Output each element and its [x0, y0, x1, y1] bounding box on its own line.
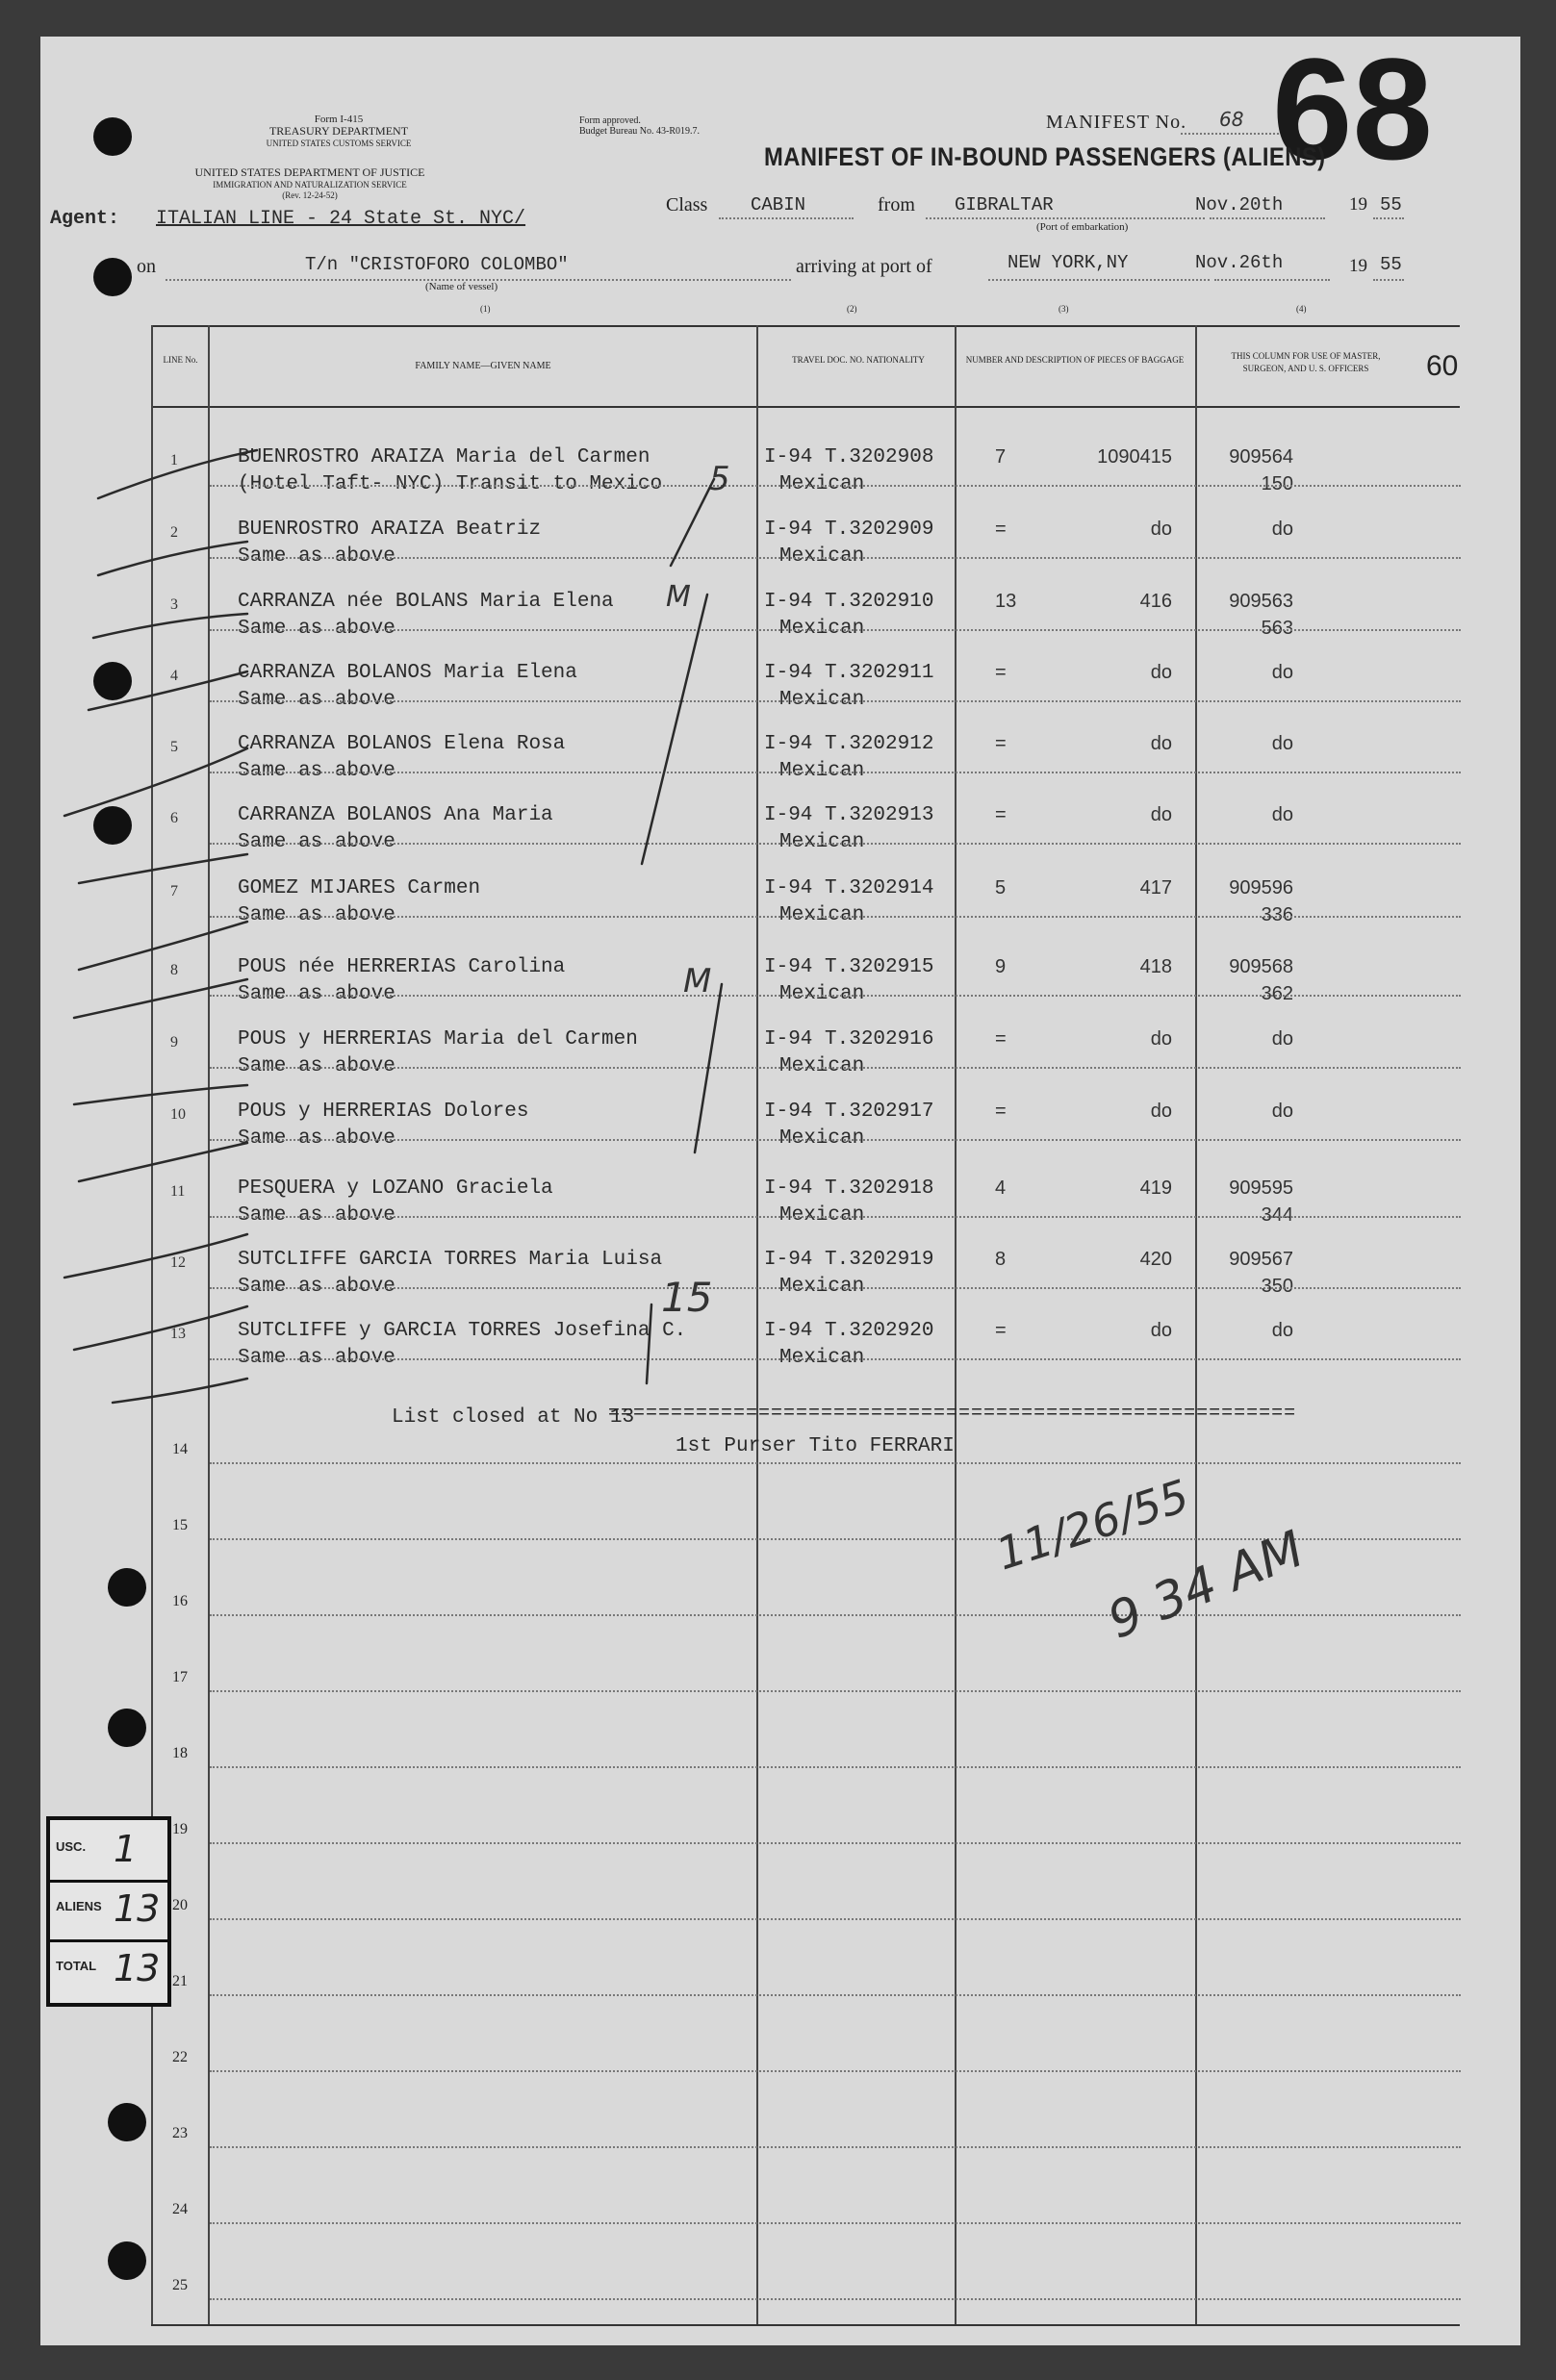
line-number: 5 — [170, 739, 178, 755]
class-label: Class — [666, 194, 708, 215]
col-number-2: (2) — [847, 304, 857, 314]
line-number: 22 — [172, 2049, 188, 2065]
from-label: from — [878, 194, 915, 215]
passenger-name: CARRANZA née BOLANS Maria Elena — [238, 591, 614, 613]
customs-service: UNITED STATES CUSTOMS SERVICE — [266, 139, 412, 148]
arriving-label: arriving at port of — [796, 256, 932, 277]
handwritten-date: 11/26/55 — [989, 1469, 1195, 1581]
nationality: Mexican — [779, 904, 865, 926]
passenger-note: Same as above — [238, 831, 395, 853]
arrival-year-prefix: 19 — [1349, 256, 1367, 276]
arrival-year: 55 — [1380, 254, 1402, 275]
baggage-pieces: 4 — [995, 1177, 1007, 1199]
passenger-name: CARRANZA BOLANOS Elena Rosa — [238, 733, 566, 755]
passenger-note: Same as above — [238, 1347, 395, 1369]
passenger-name: CARRANZA BOLANOS Ana Maria — [238, 804, 553, 826]
embark-year-prefix: 19 — [1349, 194, 1367, 215]
baggage-pieces: = — [995, 804, 1007, 825]
passenger-note: Same as above — [238, 1276, 395, 1298]
travel-doc-no: I-94 T.3202909 — [764, 519, 934, 541]
officer-number: do — [1271, 733, 1293, 754]
travel-doc-no: I-94 T.3202911 — [764, 662, 934, 684]
baggage-pieces: = — [995, 662, 1007, 683]
travel-doc-no: I-94 T.3202919 — [764, 1249, 934, 1271]
baggage-pieces: = — [995, 733, 1007, 754]
nationality: Mexican — [779, 1276, 865, 1298]
manifest-no-label: MANIFEST No. — [1046, 112, 1187, 133]
officer-number-2: 563 — [1261, 618, 1293, 639]
baggage-pieces: 13 — [995, 591, 1017, 612]
header-baggage: NUMBER AND DESCRIPTION OF PIECES OF BAGGAGE — [965, 355, 1185, 365]
baggage-pieces: 9 — [995, 956, 1007, 977]
stamp-usc-label: USC. — [56, 1839, 87, 1854]
passenger-name: POUS née HERRERIAS Carolina — [238, 956, 566, 978]
nationality: Mexican — [779, 618, 865, 640]
officer-number-2: 150 — [1261, 473, 1293, 494]
nationality: Mexican — [779, 473, 865, 495]
header-line-no: LINE No. — [163, 355, 198, 365]
baggage-description: do — [1150, 1320, 1172, 1341]
passenger-note: Same as above — [238, 1204, 395, 1227]
line-number: 11 — [170, 1183, 186, 1200]
line-number: 23 — [172, 2125, 188, 2141]
justice-dept: UNITED STATES DEPARTMENT OF JUSTICE — [194, 165, 425, 179]
handwritten-mark: 15 — [661, 1274, 713, 1321]
nationality: Mexican — [779, 545, 865, 568]
form-approved: Form approved. — [579, 115, 641, 126]
baggage-pieces: 8 — [995, 1249, 1007, 1270]
baggage-pieces: 5 — [995, 877, 1007, 899]
col-number-1: (1) — [480, 304, 491, 314]
line-number: 18 — [172, 1745, 188, 1761]
from-value: GIBRALTAR — [955, 194, 1054, 215]
officer-number: do — [1271, 1320, 1293, 1341]
passenger-name: BUENROSTRO ARAIZA Beatriz — [238, 519, 542, 541]
passenger-note: Same as above — [238, 618, 395, 640]
revision-date: (Rev. 12-24-52) — [282, 190, 338, 200]
officer-number: do — [1271, 1101, 1293, 1122]
header-travel-doc: TRAVEL DOC. NO. NATIONALITY — [792, 355, 925, 365]
officer-number: 909563 — [1229, 591, 1293, 612]
stamp-aliens-label: ALIENS — [56, 1899, 102, 1913]
travel-doc-no: I-94 T.3202914 — [764, 877, 934, 899]
officer-number-2: 350 — [1261, 1276, 1293, 1297]
officer-number: do — [1271, 804, 1293, 825]
stamp-aliens-row — [50, 1880, 167, 1942]
tally-stamp — [46, 1816, 171, 2007]
handwritten-mark: M — [666, 580, 691, 614]
line-number: 8 — [170, 962, 178, 978]
passenger-name: POUS y HERRERIAS Dolores — [238, 1101, 529, 1123]
nationality: Mexican — [779, 689, 865, 711]
line-number: 21 — [172, 1973, 188, 1989]
nationality: Mexican — [779, 760, 865, 782]
travel-doc-no: I-94 T.3202913 — [764, 804, 934, 826]
port-caption: (Port of embarkation) — [1036, 221, 1129, 233]
travel-doc-no: I-94 T.3202920 — [764, 1320, 934, 1342]
passenger-name: BUENROSTRO ARAIZA Maria del Carmen — [238, 446, 650, 468]
baggage-description: do — [1150, 733, 1172, 754]
stamp-total-row — [50, 1939, 167, 1999]
closing-rule: ======================================================= — [608, 1403, 1297, 1425]
embark-date: Nov.20th — [1195, 194, 1284, 215]
line-number: 24 — [172, 2201, 188, 2217]
passenger-name: SUTCLIFFE GARCIA TORRES Maria Luisa — [238, 1249, 663, 1271]
list-closed: List closed at No 13 — [392, 1406, 635, 1429]
budget-bureau: Budget Bureau No. 43-R019.7. — [579, 126, 700, 137]
class-value: CABIN — [751, 194, 806, 215]
line-number: 1 — [170, 452, 178, 468]
stamp-aliens-value: 13 — [114, 1887, 161, 1930]
baggage-description: 418 — [1139, 956, 1172, 977]
nationality: Mexican — [779, 1204, 865, 1227]
travel-doc-no: I-94 T.3202917 — [764, 1101, 934, 1123]
passenger-note: (Hotel Taft- NYC) Transit to Mexico — [238, 473, 663, 495]
line-number: 9 — [170, 1034, 178, 1051]
baggage-pieces: = — [995, 519, 1007, 540]
nationality: Mexican — [779, 983, 865, 1005]
passenger-note: Same as above — [238, 545, 395, 568]
nationality: Mexican — [779, 1347, 865, 1369]
travel-doc-no: I-94 T.3202908 — [764, 446, 934, 468]
travel-doc-no: I-94 T.3202915 — [764, 956, 934, 978]
manifest-no-value: 68 — [1219, 108, 1244, 131]
baggage-pieces: = — [995, 1320, 1007, 1341]
nationality: Mexican — [779, 831, 865, 853]
officer-number: 909596 — [1229, 877, 1293, 899]
baggage-description: do — [1150, 804, 1172, 825]
col-number-4: (4) — [1296, 304, 1307, 314]
col-number-3: (3) — [1059, 304, 1069, 314]
line-number: 3 — [170, 596, 178, 613]
vessel-caption: (Name of vessel) — [425, 281, 498, 292]
baggage-description: do — [1150, 662, 1172, 683]
embark-year: 55 — [1380, 194, 1402, 215]
line-number: 2 — [170, 524, 178, 541]
stamp-usc-value: 1 — [114, 1828, 138, 1870]
officer-number-2: 336 — [1261, 904, 1293, 925]
baggage-description: 417 — [1139, 877, 1172, 899]
officer-number: 909595 — [1229, 1177, 1293, 1199]
line-number: 13 — [170, 1326, 186, 1342]
baggage-description: 420 — [1139, 1249, 1172, 1270]
travel-doc-no: I-94 T.3202912 — [764, 733, 934, 755]
stamp-usc-row — [50, 1820, 167, 1883]
baggage-description: 416 — [1139, 591, 1172, 612]
officer-number: do — [1271, 1028, 1293, 1050]
treasury-dept: TREASURY DEPARTMENT — [268, 124, 409, 138]
line-number: 19 — [172, 1821, 188, 1837]
line-number: 14 — [172, 1441, 188, 1457]
passenger-note: Same as above — [238, 760, 395, 782]
passenger-name: POUS y HERRERIAS Maria del Carmen — [238, 1028, 638, 1051]
officer-number-2: 362 — [1261, 983, 1293, 1004]
passenger-name: CARRANZA BOLANOS Maria Elena — [238, 662, 577, 684]
line-number: 7 — [170, 883, 178, 899]
baggage-description: do — [1150, 519, 1172, 540]
vessel-name: T/n "CRISTOFORO COLOMBO" — [305, 254, 569, 275]
arrival-date: Nov.26th — [1195, 252, 1284, 273]
immigration-service: IMMIGRATION AND NATURALIZATION SERVICE — [213, 180, 407, 190]
handwritten-time: 9 34 AM — [1100, 1520, 1313, 1651]
travel-doc-no: I-94 T.3202918 — [764, 1177, 934, 1200]
passenger-name: SUTCLIFFE y GARCIA TORRES Josefina C. — [238, 1320, 687, 1342]
passenger-note: Same as above — [238, 983, 395, 1005]
passenger-name: PESQUERA y LOZANO Graciela — [238, 1177, 553, 1200]
line-number: 16 — [172, 1593, 188, 1609]
officer-number: do — [1271, 519, 1293, 540]
officer-number: 909568 — [1229, 956, 1293, 977]
purser-signature: 1st Purser Tito FERRARI — [676, 1435, 955, 1457]
header-family-name: FAMILY NAME—GIVEN NAME — [415, 361, 551, 371]
line-number: 12 — [170, 1254, 186, 1271]
line-number: 15 — [172, 1517, 188, 1533]
officer-number: 909564 — [1229, 446, 1293, 468]
baggage-pieces: = — [995, 1101, 1007, 1122]
form-number: Form I-415 — [314, 114, 364, 125]
header-officers: THIS COLUMN FOR USE OF MASTER, SURGEON, AND U. S. OFFICERS — [1231, 351, 1381, 373]
baggage-description: do — [1150, 1028, 1172, 1050]
officer-number: do — [1271, 662, 1293, 683]
handwritten-mark: 5 — [709, 460, 730, 498]
agent-label: Agent: — [50, 208, 120, 230]
baggage-description: do — [1150, 1101, 1172, 1122]
baggage-description: 1090415 — [1097, 446, 1172, 468]
agent-value: ITALIAN LINE - 24 State St. NYC/ — [156, 208, 526, 230]
stamp-total-value: 13 — [114, 1947, 161, 1989]
passenger-note: Same as above — [238, 1127, 395, 1150]
officer-number: 909567 — [1229, 1249, 1293, 1270]
handwritten-strokes — [40, 28, 1520, 2345]
passenger-note: Same as above — [238, 1055, 395, 1077]
travel-doc-no: I-94 T.3202910 — [764, 591, 934, 613]
margin-note: 60 — [1426, 350, 1459, 382]
line-number: 17 — [172, 1669, 188, 1685]
line-number: 20 — [172, 1897, 188, 1913]
line-number: 4 — [170, 668, 178, 684]
nationality: Mexican — [779, 1055, 865, 1077]
line-number: 25 — [172, 2277, 188, 2293]
baggage-pieces: = — [995, 1028, 1007, 1050]
arrival-port: NEW YORK,NY — [1008, 252, 1129, 273]
line-number: 6 — [170, 810, 178, 826]
line-number: 10 — [170, 1106, 186, 1123]
nationality: Mexican — [779, 1127, 865, 1150]
baggage-description: 419 — [1139, 1177, 1172, 1199]
stamp-total-label: TOTAL — [56, 1959, 97, 1973]
baggage-pieces: 7 — [995, 446, 1007, 468]
travel-doc-no: I-94 T.3202916 — [764, 1028, 934, 1051]
manifest-page — [40, 28, 1520, 2345]
officer-number-2: 344 — [1261, 1204, 1293, 1226]
on-label: on — [137, 256, 156, 277]
passenger-note: Same as above — [238, 689, 395, 711]
passenger-name: GOMEZ MIJARES Carmen — [238, 877, 481, 899]
handwritten-mark: M — [683, 962, 712, 1000]
manifest-title: MANIFEST OF IN-BOUND PASSENGERS (ALIENS) — [764, 142, 1326, 171]
passenger-note: Same as above — [238, 904, 395, 926]
manifest-big-number: 68 — [1272, 28, 1433, 190]
